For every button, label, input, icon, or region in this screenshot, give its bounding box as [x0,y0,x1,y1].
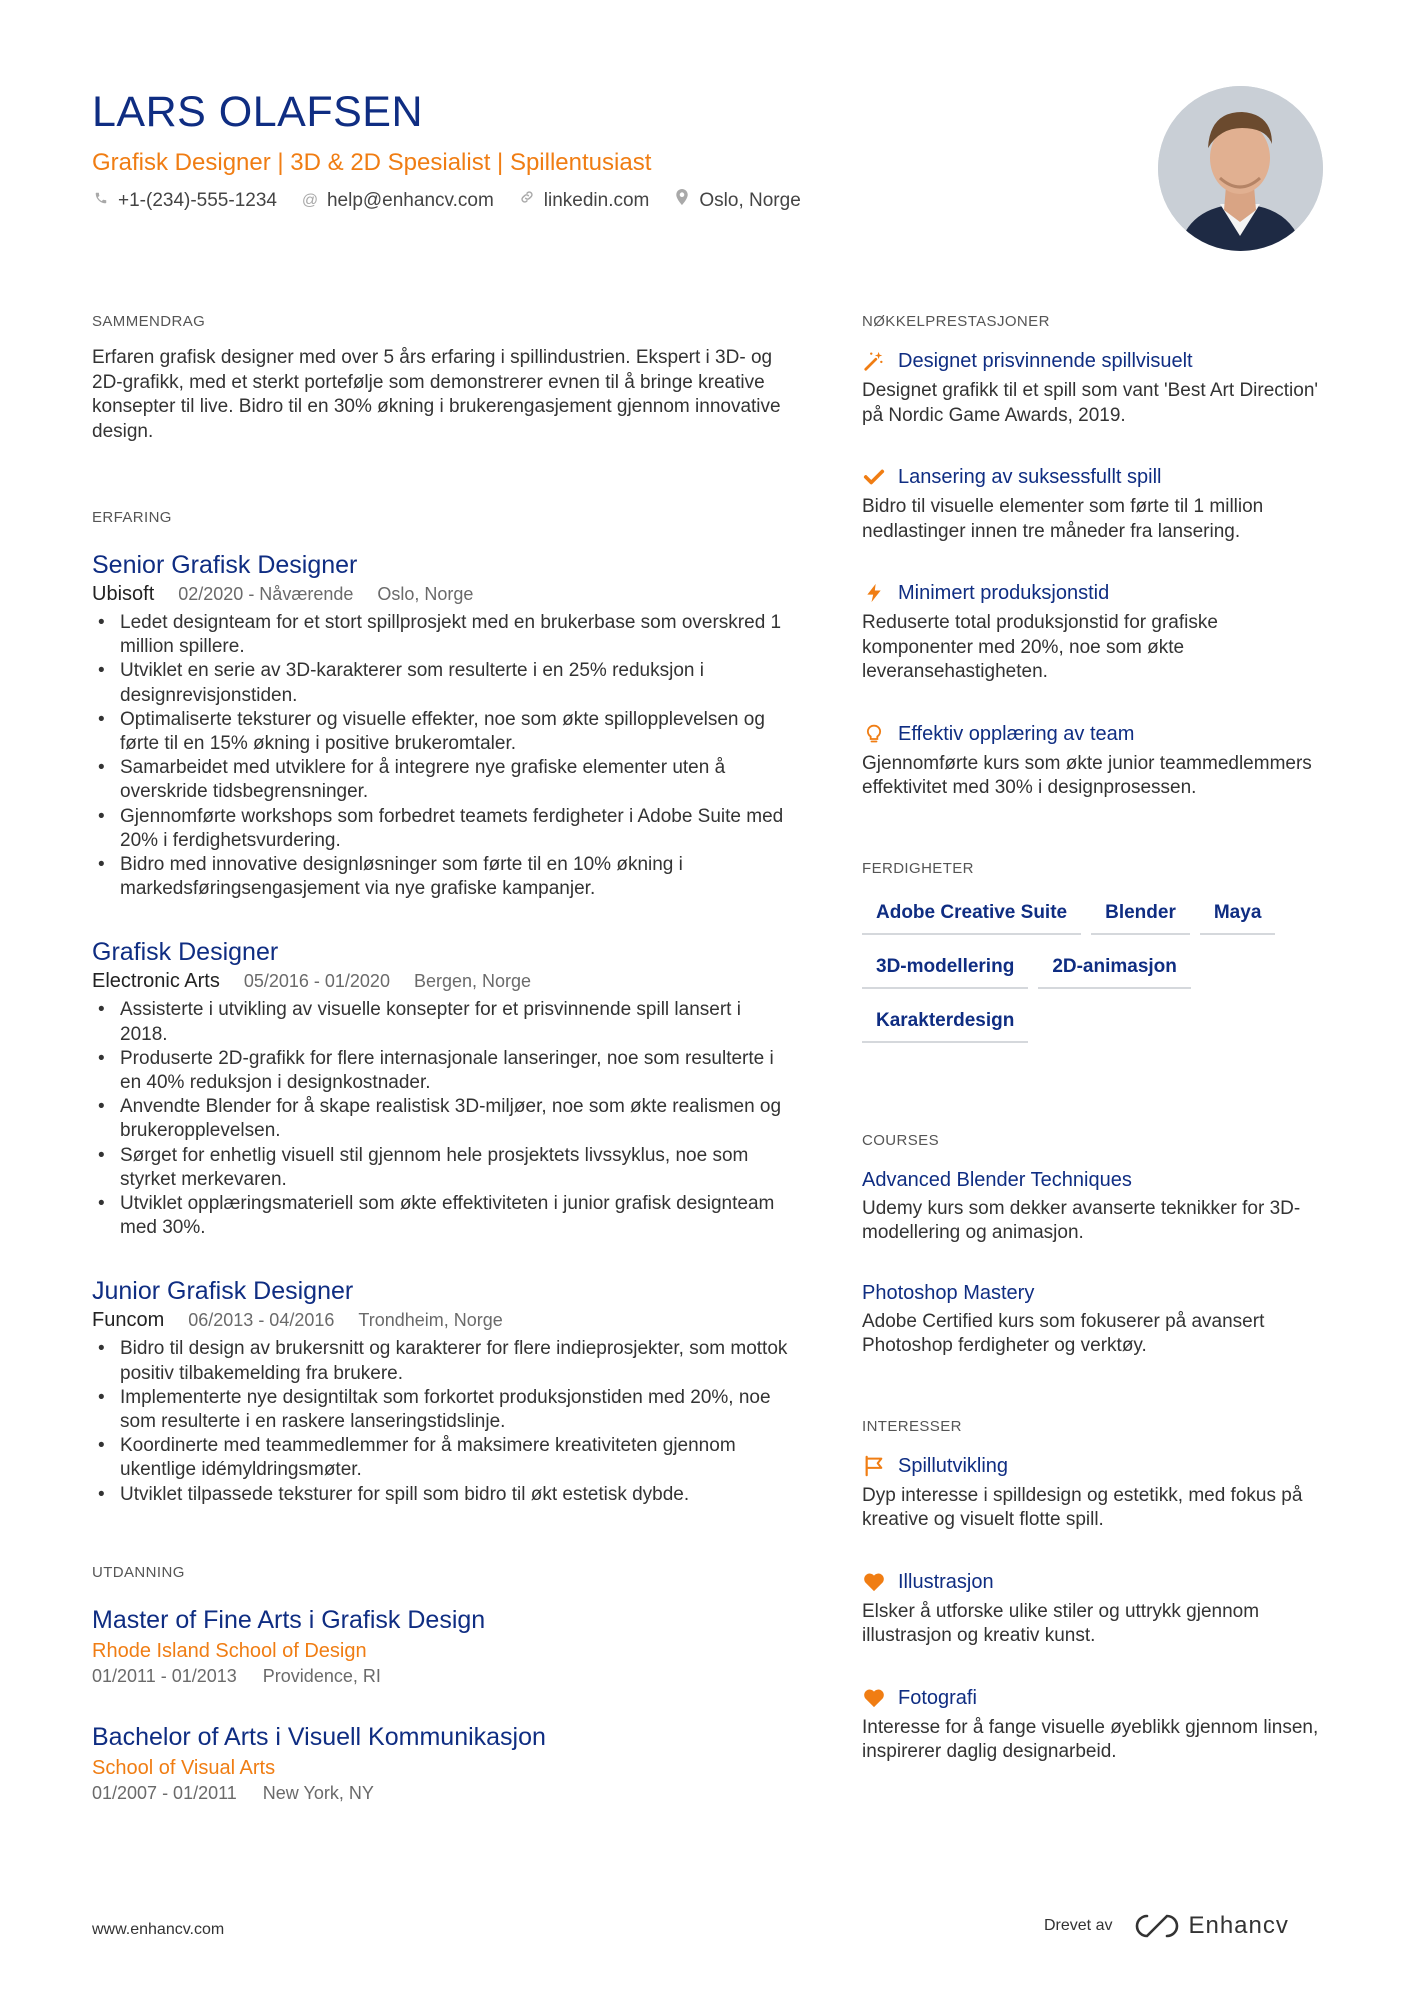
job-bullet: • Utviklet opplæringsmateriell som økte effektiviteten i junior grafisk designteam med 30%. [92,1192,792,1240]
job-bullet: • Utviklet tilpassede teksturer for spill som bidro til økt estetisk dybde. [92,1483,792,1507]
contact-phone [92,188,277,214]
lightbulb-icon [862,722,886,746]
job-dates: 06/2013 - 04/2016 [188,1310,335,1331]
edu-dates: 01/2011 - 01/2013 [92,1665,237,1686]
heart-icon [862,1686,886,1710]
achievement-title: Lansering av suksessfullt spill [898,466,1162,488]
course-desc: Adobe Certified kurs som fokuserer på avansert Photoshop ferdigheter og verktøy. [862,1310,1265,1356]
at-sign-icon: @ [301,192,319,209]
location-pin-icon [673,188,691,214]
contact-row [92,188,1142,214]
enhancv-logo-icon [1134,1913,1180,1939]
job-bullet: • Optimaliserte teksturer og visuelle effekter, noe som økte spillopplevelsen og førte til en 15% økning i positive brukeromtaler. [92,708,792,756]
course-item [862,1280,1332,1359]
edu-location: Providence, RI [262,1665,381,1686]
brand-name: Enhancv [1188,1912,1289,1939]
achievement-desc: Bidro til visuelle elementer som førte til 1 million nedlastinger innen tre måneder fra lansering. [862,496,1264,542]
interest-desc: Elsker å utforske ulike stiler og uttrykk gjennom illustrasjon og kreativ kunst. [862,1600,1260,1646]
education-section [92,1563,792,1805]
achievement-head [862,464,1332,490]
enhancv-logo[interactable] [1134,1912,1288,1940]
achievement-desc: Gjennomførte kurs som økte junior teammedlemmers effektivitet med 30% i designprosessen. [862,752,1312,798]
contact-location [673,188,800,214]
achievement-item [862,464,1332,544]
section-heading: INTERESSER [862,1417,962,1435]
skill-tag: Adobe Creative Suite [862,895,1081,935]
section-heading: NØKKELPRESTASJONER [862,313,1050,330]
location-text: Oslo, Norge [699,190,801,211]
job-company: Ubisoft [92,583,155,605]
contact-email[interactable] [301,188,494,214]
flag-icon [862,1454,886,1478]
interest-desc: Interesse for å fange visuelle øyeblikk gjennom linsen, inspirerer daglig designarbeid. [862,1716,1319,1762]
interest-title: Illustrasjon [898,1570,994,1593]
interest-head [862,1569,1332,1595]
achievement-head [862,721,1332,747]
section-heading: FERDIGHETER [862,859,974,877]
right-column [862,312,1332,1765]
achievement-item [862,721,1332,801]
summary-section [92,312,792,444]
edu-location: New York, NY [262,1782,374,1803]
skill-tag: 2D-animasjon [1038,949,1191,989]
phone-number: +1-(234)-555-1234 [118,190,277,211]
job-bullets [92,611,792,901]
achievement-item [862,580,1332,685]
edu-degree: Bachelor of Arts i Visuell Kommunikasjon [92,1722,546,1751]
experience-section [92,508,792,1507]
magic-wand-icon [862,349,886,373]
email-address[interactable]: help@enhancv.com [326,190,494,211]
skill-tag: 3D-modellering [862,949,1028,989]
job-role: Senior Grafisk Designer [92,551,358,579]
achievement-title: Effektiv opplæring av team [898,722,1135,745]
job-company: Funcom [92,1309,165,1332]
job-role: Grafisk Designer [92,938,279,967]
edu-dates: 01/2007 - 01/2011 [92,1782,237,1803]
course-desc: Udemy kurs som dekker avanserte teknikker for 3D-modellering og animasjon. [862,1197,1301,1243]
job-bullet: • Anvendte Blender for å skape realistisk 3D-miljøer, noe som økte realismen og brukeropplevelsen. [92,1095,792,1143]
skill-tag: Karakterdesign [862,1003,1028,1043]
heart-icon [862,1570,886,1594]
section-heading: UTDANNING [92,1563,185,1581]
job-entry [92,1276,792,1506]
job-company: Electronic Arts [92,970,220,993]
job-bullet: • Implementerte nye designtiltak som forkortet produksjonstiden med 20%, noe som resulterte i en raskere lanseringstidslinje. [92,1386,792,1434]
edu-meta [92,1781,792,1805]
summary-text: Erfaren grafisk designer med over 5 års erfaring i spillindustrien. Ekspert i 3D- og 2D-grafikk, med et sterkt portefølje som demonstrerer evnen til å bringe kreative konsepter til live. Bidro til en 30% økning i brukerengasjement gjennom innovative design. [92,347,781,442]
achievement-desc: Reduserte total produksjonstid for grafiske komponenter med 20%, noe som økte leveransehastigheten. [862,612,1218,682]
job-bullet: • Koordinerte med teammedlemmer for å maksimere kreativiteten gjennom ukentlige idémyldringsmøter. [92,1434,792,1482]
job-location: Trondheim, Norge [358,1310,503,1331]
interest-desc: Dyp interesse i spilldesign og estetikk, med fokus på kreative og visuelt flotte spill. [862,1484,1303,1530]
job-meta [92,581,792,607]
achievements-section [862,312,1332,801]
link-icon [518,188,536,214]
job-bullets [92,998,792,1240]
edu-school: School of Visual Arts [92,1756,276,1779]
job-dates: 02/2020 - Nåværende [178,584,354,604]
interest-head [862,1453,1332,1479]
powered-by-label: Drevet av [1044,1917,1113,1934]
avatar [1158,86,1323,251]
interest-title: Fotografi [898,1686,977,1709]
job-bullets [92,1337,792,1506]
left-column [92,312,792,1839]
candidate-name: LARS OLAFSEN [92,88,423,136]
course-title: Photoshop Mastery [862,1281,1035,1304]
interest-head [862,1685,1332,1711]
job-bullet: • Gjennomførte workshops som forbedret teamets ferdigheter i Adobe Suite med 20% i ferdighetsvurdering. [92,805,792,853]
achievement-title: Minimert produksjonstid [898,582,1110,604]
lightning-icon [862,581,886,605]
job-meta [92,968,792,994]
job-bullet: • Samarbeidet med utviklere for å integrere nye grafiske elementer uten å overskride tidsbegrensninger. [92,756,792,804]
education-entry [92,1722,792,1805]
job-bullet: • Utviklet en serie av 3D-karakterer som resulterte i en 25% reduksjon i designrevisjonstiden. [92,659,792,707]
achievement-head [862,348,1332,374]
course-item [862,1167,1332,1246]
job-role: Junior Grafisk Designer [92,1277,354,1306]
checkmark-icon [862,465,886,489]
job-bullet: • Bidro til design av brukersnitt og karakterer for flere indieprosjekter, som mottok positiv tilbakemelding fra brukere. [92,1337,792,1385]
section-heading: SAMMENDRAG [92,313,206,330]
courses-section [862,1131,1332,1359]
job-bullet: • Sørget for enhetlig visuell stil gjennom hele prosjektets livssyklus, noe som styrket merkevaren. [92,1144,792,1192]
edu-meta [92,1664,792,1688]
footer-website[interactable]: www.enhancv.com [92,1921,225,1938]
interest-item [862,1569,1332,1649]
job-entry [92,937,792,1240]
interest-title: Spillutvikling [898,1454,1009,1477]
job-location: Bergen, Norge [413,971,532,992]
edu-school: Rhode Island School of Design [92,1639,367,1662]
interest-item [862,1685,1332,1765]
job-bullet: • Bidro med innovative designløsninger som førte til en 10% økning i markedsføringsengasjement via nye grafiske kampanjer. [92,853,792,901]
skill-tag: Maya [1200,895,1276,935]
skills-list [862,895,1332,1043]
achievement-item [862,348,1332,428]
course-title: Advanced Blender Techniques [862,1168,1132,1191]
edu-degree: Master of Fine Arts i Grafisk Design [92,1605,486,1634]
job-bullet: • Assisterte i utvikling av visuelle konsepter for et prisvinnende spill lansert i 2018. [92,998,792,1046]
job-meta [92,1307,792,1333]
section-heading: COURSES [862,1131,939,1149]
achievement-desc: Designet grafikk til et spill som vant 'Best Art Direction' på Nordic Game Awards, 2019. [862,380,1319,426]
job-entry [92,550,792,901]
job-bullet: • Ledet designteam for et stort spillprosjekt med en brukerbase som overskred 1 million spillere. [92,611,792,659]
job-bullet: • Produserte 2D-grafikk for flere internasjonale lanseringer, noe som resulterte i en 40% reduksjon i designkostnader. [92,1047,792,1095]
contact-linkedin[interactable] [518,188,650,214]
education-entry [92,1605,792,1688]
achievement-head [862,580,1332,606]
candidate-title: Grafisk Designer | 3D & 2D Spesialist | Spillentusiast [92,149,652,176]
achievement-title: Designet prisvinnende spillvisuelt [898,350,1193,372]
job-dates: 05/2016 - 01/2020 [243,971,390,992]
job-location: Oslo, Norge [377,584,474,604]
footer-branding [1044,1912,1289,1940]
interests-section [862,1417,1332,1765]
skills-section [862,859,1332,1043]
interest-item [862,1453,1332,1533]
resume-header [92,86,1142,214]
skill-tag: Blender [1091,895,1190,935]
phone-icon [92,188,110,214]
linkedin-link[interactable]: linkedin.com [543,190,650,211]
section-heading: ERFARING [92,509,172,526]
